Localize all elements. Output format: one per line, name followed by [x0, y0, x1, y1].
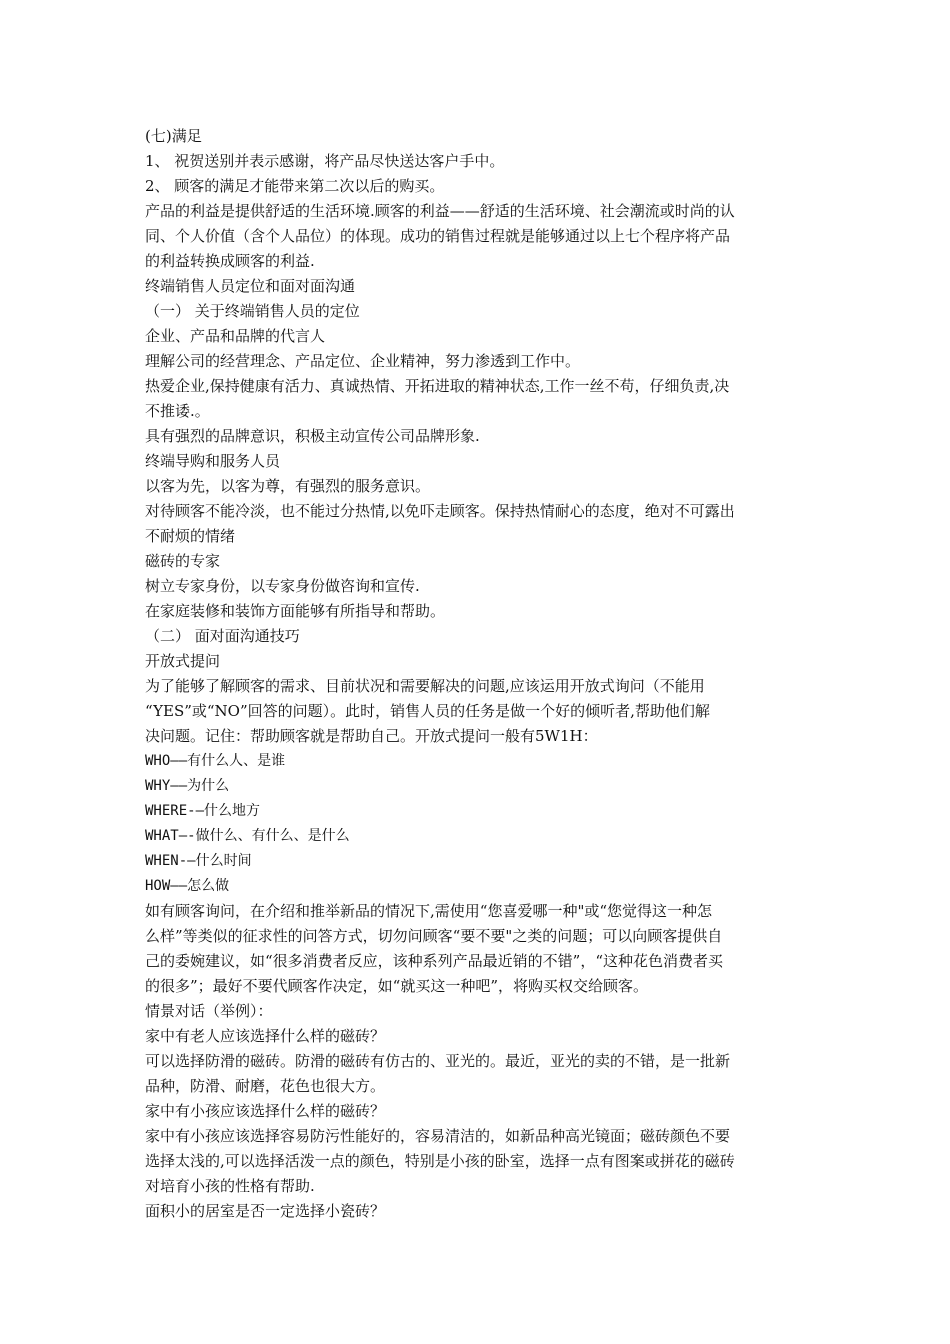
paragraph-line: 同、个人价值（含个人品位）的体现。成功的销售过程就是能够通过以上七个程序将产品 [145, 227, 731, 245]
dialog-question: 家中有老人应该选择什么样的磁砖？ [145, 1027, 386, 1045]
paragraph-line: 么样”等类似的征求性的问答方式，切勿问顾客“要不要"之类的问题；可以向顾客提供自 [145, 927, 723, 945]
paragraph-line: 为了能够了解顾客的需求、目前状况和需要解决的问题,应该运用开放式询问（不能用 [145, 677, 705, 695]
topic-heading: 磁砖的专家 [145, 552, 221, 570]
question-why: WHY——为什么 [145, 778, 230, 794]
dialog-answer: 品种，防滑、耐磨，花色也很大方。 [145, 1077, 386, 1095]
question-how: HOW——怎么做 [145, 878, 230, 894]
paragraph-line: 具有强烈的品牌意识，积极主动宣传公司品牌形象. [145, 427, 480, 445]
paragraph-line: 决问题。记住：帮助顾客就是帮助自己。开放式提问一般有5W1H： [145, 727, 598, 745]
paragraph-line: 不推诿.。 [145, 402, 210, 420]
paragraph-line: 的很多”；最好不要代顾客作决定，如“就买这一种吧”，将购买权交给顾客。 [145, 977, 649, 995]
topic-heading: 终端导购和服务人员 [145, 452, 281, 470]
paragraph-line: 热爱企业,保持健康有活力、真诚热情、开拓进取的精神状态,工作一丝不苟，仔细负责,决 [145, 377, 730, 395]
dialog-answer: 家中有小孩应该选择容易防污性能好的，容易清洁的，如新品种高光镜面；磁砖颜色不要 [145, 1127, 731, 1145]
subsection-heading: （二） 面对面沟通技巧 [145, 627, 300, 645]
list-item: 1、 祝贺送别并表示感谢，将产品尽快送达客户手中。 [145, 152, 505, 170]
topic-heading: 开放式提问 [145, 652, 221, 670]
paragraph-line: 产品的利益是提供舒适的生活环境.顾客的利益——舒适的生活环境、社会潮流或时尚的认 [145, 202, 735, 220]
paragraph-line: “YES”或“NO”回答的问题）。此时，销售人员的任务是做一个好的倾听者,帮助他们解 [145, 702, 710, 720]
question-who: WHO——有什么人、是谁 [145, 753, 286, 769]
dialog-answer: 可以选择防滑的磁砖。防滑的磁砖有仿古的、亚光的。最近，亚光的卖的不错，是一批新 [145, 1052, 731, 1070]
topic-heading: 情景对话（举例）： [145, 1002, 273, 1020]
section-heading-satisfaction: (七)满足 [145, 127, 202, 145]
question-where: WHERE-—什么地方 [145, 803, 261, 819]
topic-heading: 企业、产品和品牌的代言人 [145, 327, 326, 345]
list-item: 2、 顾客的满足才能带来第二次以后的购买。 [145, 177, 445, 195]
document-body [145, 124, 810, 1224]
dialog-answer: 选择太浅的,可以选择活泼一点的颜色，特别是小孩的卧室，选择一点有图案或拼花的磁砖 [145, 1152, 735, 1170]
dialog-question: 家中有小孩应该选择什么样的磁砖？ [145, 1102, 386, 1120]
dialog-answer: 对培育小孩的性格有帮助. [145, 1177, 315, 1195]
section-heading-positioning: 终端销售人员定位和面对面沟通 [145, 277, 356, 295]
paragraph-line: 对待顾客不能冷淡，也不能过分热情,以免吓走顾客。保持热情耐心的态度，绝对不可露出 [145, 502, 735, 520]
question-when: WHEN-—什么时间 [145, 853, 252, 869]
paragraph-line: 以客为先，以客为尊，有强烈的服务意识。 [145, 477, 431, 495]
paragraph-line: 如有顾客询问，在介绍和推举新品的情况下,需使用“您喜爱哪一种"或“您觉得这一种怎 [145, 902, 713, 920]
paragraph-line: 理解公司的经营理念、产品定位、企业精神，努力渗透到工作中。 [145, 352, 581, 370]
paragraph-line: 在家庭装修和装饰方面能够有所指导和帮助。 [145, 602, 446, 620]
question-what: WHAT—-做什么、有什么、是什么 [145, 828, 350, 844]
paragraph-line: 不耐烦的情绪 [145, 527, 236, 545]
dialog-question: 面积小的居室是否一定选择小瓷砖？ [145, 1202, 386, 1220]
paragraph-line: 的利益转换成顾客的利益. [145, 252, 315, 270]
subsection-heading: （一） 关于终端销售人员的定位 [145, 302, 360, 320]
paragraph-line: 树立专家身份，以专家身份做咨询和宣传. [145, 577, 420, 595]
paragraph-line: 己的委婉建议，如“很多消费者反应，该种系列产品最近销的不错”，“这种花色消费者买 [145, 952, 724, 970]
